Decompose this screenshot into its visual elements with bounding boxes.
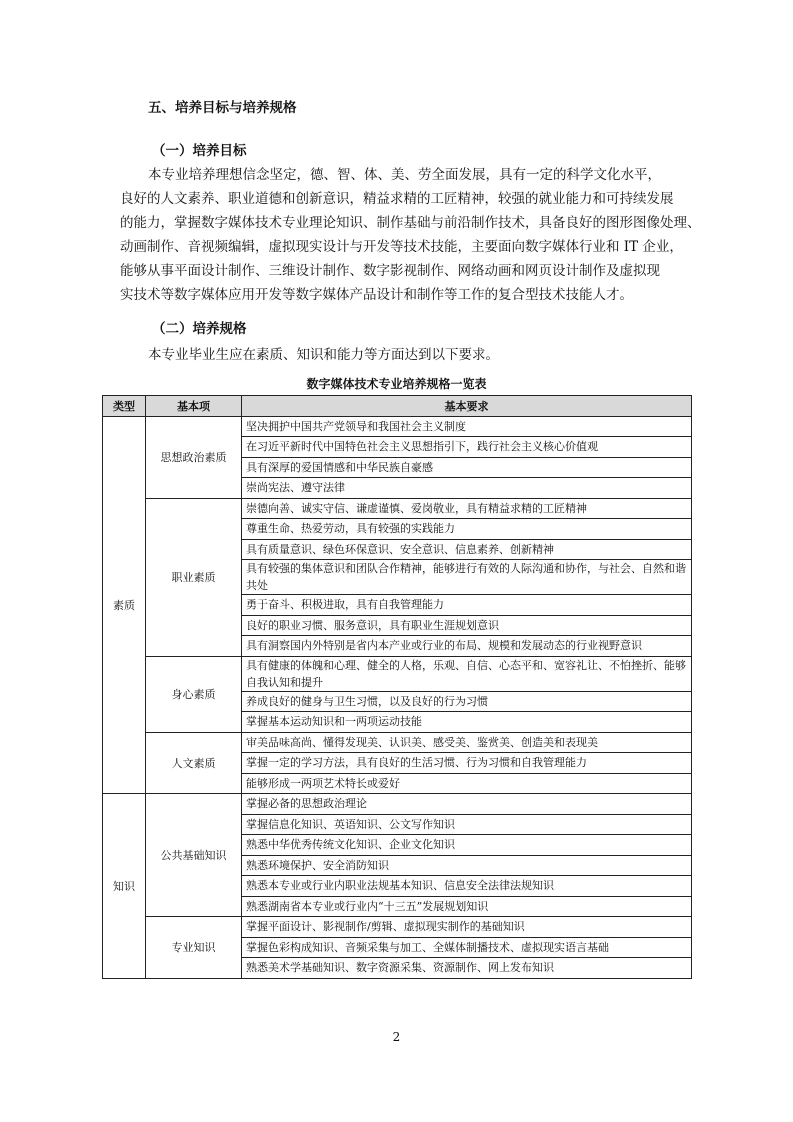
requirement-cell: 熟悉湖南省本专业或行业内“十三五”发展规划知识 (242, 896, 692, 917)
requirement-cell: 崇尚宪法、遵守法律 (242, 478, 692, 499)
goal-paragraph (120, 163, 701, 307)
requirement-cell: 具有较强的集体意识和团队合作精神，能够进行有效的人际沟通和协作，与社会、自然和谐共处 (242, 560, 692, 595)
requirement-cell: 具有质量意识、绿色环保意识、安全意识、信息素养、创新精神 (242, 539, 692, 560)
goal-line: 的能力，掌握数字媒体技术专业理论知识、制作基础与前沿制作技术，具备良好的图形图像处理、 (120, 215, 701, 231)
section-title: 五、培养目标与培养规格 (148, 100, 297, 116)
requirement-cell: 尊重生命、热爱劳动，具有较强的实践能力 (242, 519, 692, 540)
requirement-cell: 掌握必备的思想政治理论 (242, 794, 692, 815)
requirement-cell: 掌握平面设计、影视制作/剪辑、虚拟现实制作的基础知识 (242, 917, 692, 938)
spec-heading: （二）培养规格 (152, 321, 247, 337)
table-row (103, 656, 692, 691)
goal-line: 本专业培养理想信念坚定，德、智、体、美、劳全面发展，具有一定的科学文化水平， (148, 167, 661, 183)
requirement-cell: 勇于奋斗、积极进取，具有自我管理能力 (242, 595, 692, 616)
spec-intro: 本专业毕业生应在素质、知识和能力等方面达到以下要求。 (148, 347, 499, 363)
header-item: 基本项 (146, 396, 242, 417)
requirement-cell: 熟悉本专业或行业内职业法规基本知识、信息安全法律法规知识 (242, 876, 692, 897)
table-row (103, 794, 692, 815)
requirement-cell: 坚决拥护中国共产党领导和我国社会主义制度 (242, 416, 692, 437)
item-cell: 职业素质 (146, 498, 242, 656)
requirement-cell: 熟悉美术学基础知识、数字资源采集、资源制作、网上发布知识 (242, 958, 692, 979)
requirement-cell: 掌握信息化知识、英语知识、公文写作知识 (242, 814, 692, 835)
requirement-cell: 审美品味高尚、懂得发现美、认识美、感受美、鉴赏美、创造美和表现美 (242, 732, 692, 753)
header-type: 类型 (103, 396, 146, 417)
requirement-cell: 崇德向善、诚实守信、谦虚谨慎、爱岗敬业，具有精益求精的工匠精神 (242, 498, 692, 519)
goal-line: 良好的人文素养、职业道德和创新意识，精益求精的工匠精神，较强的就业能力和可持续发展 (120, 191, 674, 207)
goal-heading: （一）培养目标 (152, 143, 247, 159)
category-cell: 知识 (103, 794, 146, 979)
category-cell: 素质 (103, 416, 146, 794)
table-header-row (103, 396, 692, 417)
item-cell: 公共基础知识 (146, 794, 242, 917)
item-cell: 身心素质 (146, 656, 242, 732)
requirement-cell: 掌握一定的学习方法，具有良好的生活习惯、行为习惯和自我管理能力 (242, 753, 692, 774)
item-cell: 思想政治素质 (146, 416, 242, 498)
spec-table (102, 395, 692, 979)
header-requirement: 基本要求 (242, 396, 692, 417)
requirement-cell: 熟悉环境保护、安全消防知识 (242, 855, 692, 876)
goal-line: 动画制作、音视频编辑，虚拟现实设计与开发等技术技能，主要面向数字媒体行业和 IT 企业， (120, 239, 683, 255)
requirement-cell: 具有洞察国内外特别是省内本产业或行业的布局、规模和发展动态的行业视野意识 (242, 636, 692, 657)
page-number: 2 (392, 1030, 401, 1044)
requirement-cell: 具有深厚的爱国情感和中华民族自豪感 (242, 457, 692, 478)
requirement-cell: 养成良好的健身与卫生习惯，以及良好的行为习惯 (242, 691, 692, 712)
requirement-cell: 能够形成一两项艺术特长或爱好 (242, 773, 692, 794)
requirement-cell: 掌握色彩构成知识、音频采集与加工、全媒体制播技术、虚拟现实语言基础 (242, 937, 692, 958)
table-row (103, 917, 692, 938)
goal-line: 能够从事平面设计制作、三维设计制作、数字影视制作、网络动画和网页设计制作及虚拟现 (120, 263, 660, 279)
requirement-cell: 在习近平新时代中国特色社会主义思想指引下，践行社会主义核心价值观 (242, 437, 692, 458)
requirement-cell: 具有健康的体魄和心理、健全的人格，乐观、自信、心态平和、宽容礼让、不怕挫折、能够自我认知和提升 (242, 656, 692, 691)
table-caption: 数字媒体技术专业培养规格一览表 (306, 377, 487, 391)
requirement-cell: 掌握基本运动知识和一两项运动技能 (242, 712, 692, 733)
item-cell: 专业知识 (146, 917, 242, 979)
goal-line: 实技术等数字媒体应用开发等数字媒体产品设计和制作等工作的复合型技术技能人才。 (120, 287, 633, 303)
table-row (103, 732, 692, 753)
table-row (103, 498, 692, 519)
requirement-cell: 良好的职业习惯、服务意识，具有职业生涯规划意识 (242, 615, 692, 636)
requirement-cell: 熟悉中华优秀传统文化知识、企业文化知识 (242, 835, 692, 856)
table-body (103, 416, 692, 978)
table-row (103, 416, 692, 437)
item-cell: 人文素质 (146, 732, 242, 794)
